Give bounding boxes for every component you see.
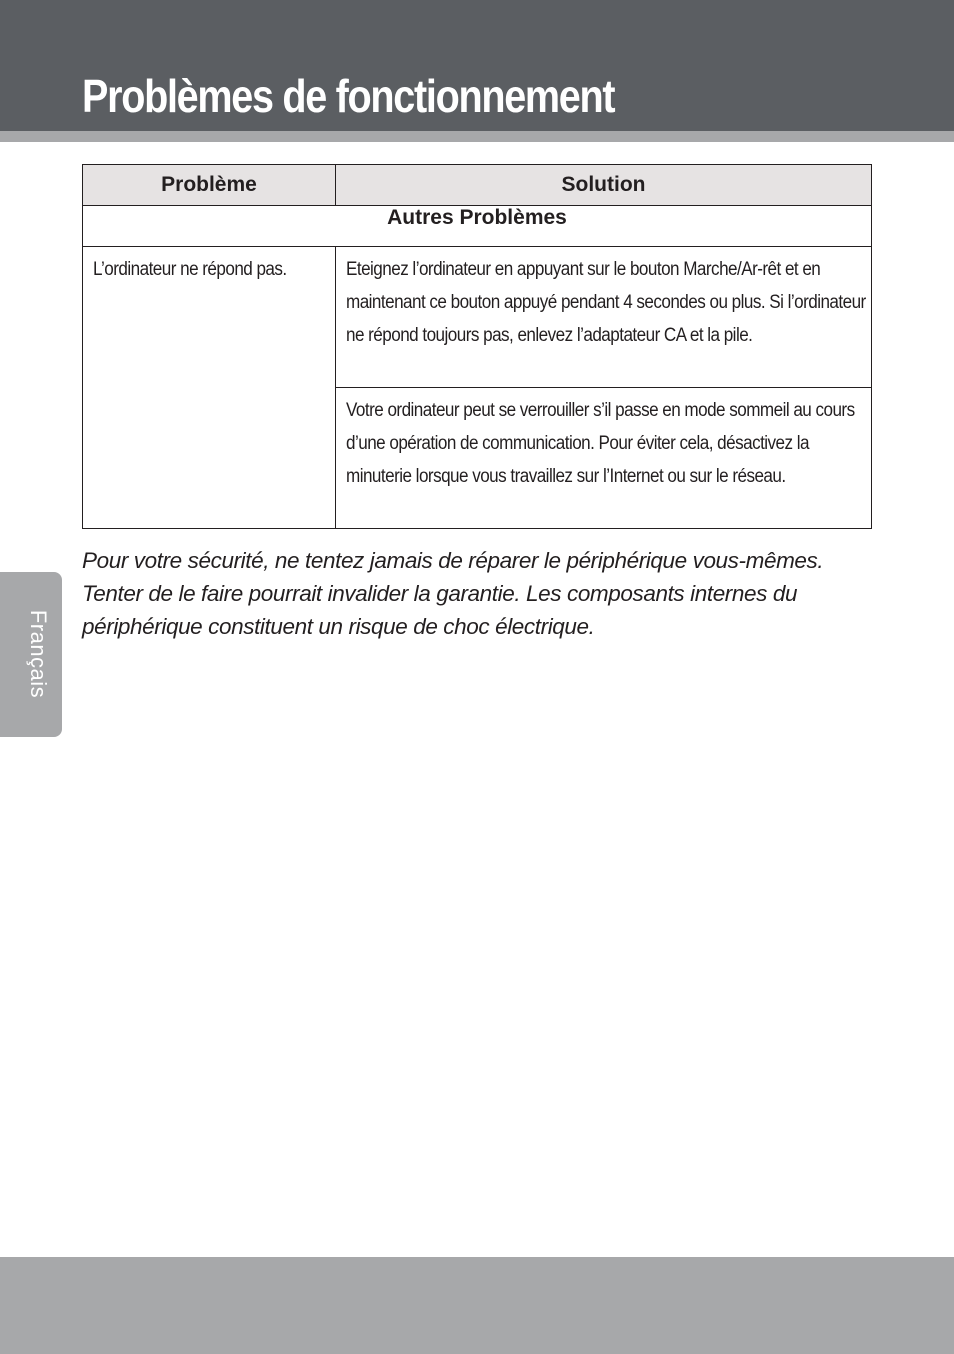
troubleshooting-table <box>82 164 872 529</box>
column-header-solution: Solution <box>336 165 872 206</box>
table-header-row <box>83 165 872 206</box>
header-rule <box>0 131 954 142</box>
language-tab-label: Français <box>26 609 51 699</box>
safety-warning: Pour votre sécurité, ne tentez jamais de réparer le périphérique vous-mêmes. Tenter de le faire pourrait invalider la garantie. Les composants internes du périphérique constituent un risque de choc électrique. <box>82 548 824 639</box>
footer-band <box>0 1257 954 1354</box>
solution-text: Votre ordinateur peut se verrouiller s’il passe en mode sommeil au cours d’une opération de communication. Pour éviter cela, désactivez la minuterie lorsque vous travaillez sur l’Internet ou sur le réseau. <box>346 400 855 487</box>
problem-text: L’ordinateur ne répond pas. <box>93 259 287 280</box>
section-title: Autres Problèmes <box>83 206 872 247</box>
column-header-problem: Problème <box>83 165 336 206</box>
solution-text: Eteignez l’ordinateur en appuyant sur le bouton Marche/Ar-rêt et en maintenant ce bouton appuyé pendant 4 secondes ou plus. Si l’ordinateur ne répond toujours pas, enlevez l’adaptateur CA et la pile. <box>346 259 866 346</box>
solution-cell <box>336 247 872 388</box>
table-row <box>83 247 872 388</box>
problem-cell <box>83 247 336 529</box>
page-title: Problèmes de fonctionnement <box>82 70 615 122</box>
solution-cell <box>336 388 872 529</box>
table-section-row <box>83 206 872 247</box>
